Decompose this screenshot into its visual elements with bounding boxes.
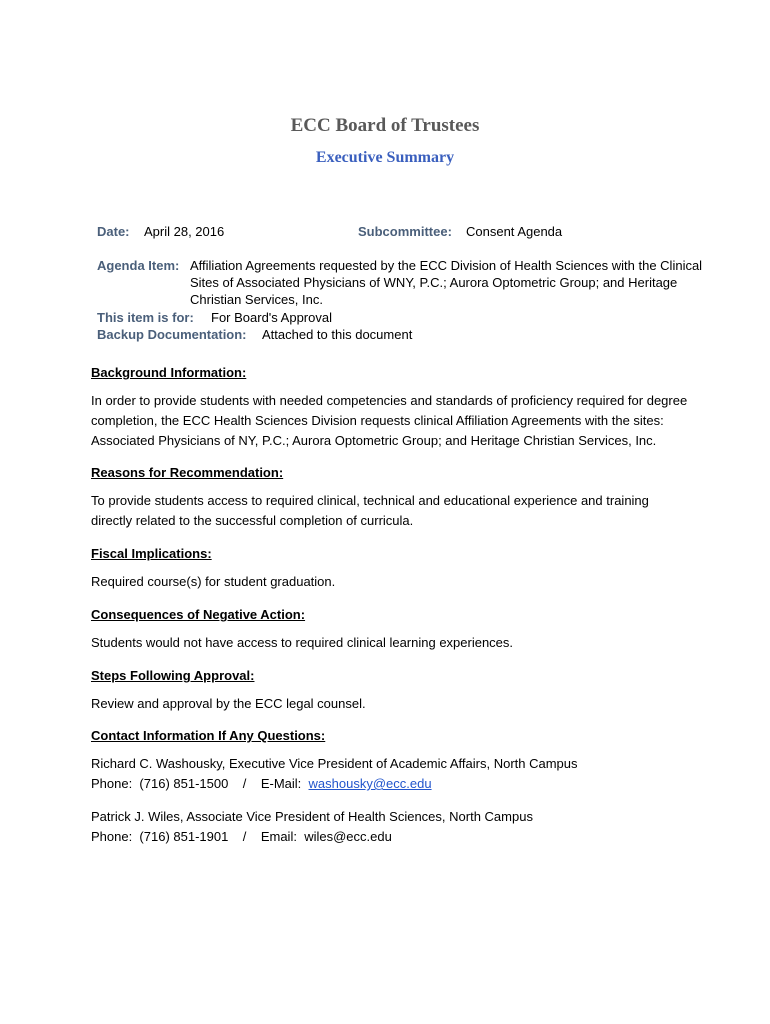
contact-2-phone: Phone: (716) 851-1901 / Email: (91, 829, 305, 844)
contact-1-email-link[interactable]: washousky@ecc.edu (308, 776, 432, 791)
date-label: Date: (97, 224, 130, 239)
contact-1-phone-email (91, 774, 432, 794)
steps-heading: Steps Following Approval: (91, 668, 255, 683)
subcommittee-label: Subcommittee: (358, 224, 452, 239)
contact-1-name: Richard C. Washousky, Executive Vice President of Academic Affairs, North Campus (91, 756, 578, 771)
reasons-body: To provide students access to required clinical, technical and educational experience and training directly related to the successful completion of curricula. (91, 493, 649, 528)
background-body: In order to provide students with needed competencies and standards of proficiency required for degree completion, the ECC Health Sciences Division requests clinical Affiliation Agreements with the sites: Associated Physicians of NY, P.C.; Aurora Optometric Group; and Heritage Christian Services, Inc. (91, 393, 688, 448)
reasons-heading: Reasons for Recommendation: (91, 465, 284, 480)
item-for-value: For Board's Approval (211, 310, 332, 325)
document-subtitle: Executive Summary (315, 149, 455, 166)
fiscal-body: Required course(s) for student graduation. (91, 574, 336, 589)
contact-1-phone: Phone: (716) 851-1500 / E-Mail: (91, 776, 309, 791)
agenda-item-value: Affiliation Agreements requested by the ECC Division of Health Sciences with the Clinical Sites of Associated Physicians of WNY, P.C.; Aurora Optometric Group; and Heritage Christian Services, Inc. (190, 258, 703, 307)
fiscal-heading: Fiscal Implications: (91, 546, 212, 561)
subcommittee-value: Consent Agenda (466, 224, 563, 239)
contact-2-phone-email (91, 827, 392, 847)
contact-2-email: wiles@ecc.edu (304, 829, 392, 844)
consequences-body: Students would not have access to required clinical learning experiences. (91, 635, 514, 650)
steps-body: Review and approval by the ECC legal counsel. (91, 696, 366, 711)
document-title: ECC Board of Trustees (290, 115, 480, 136)
background-heading: Background Information: (91, 365, 247, 380)
backup-documentation-value: Attached to this document (262, 327, 413, 342)
contact-heading: Contact Information If Any Questions: (91, 728, 326, 743)
agenda-item-label: Agenda Item: (97, 258, 180, 273)
contact-2-name: Patrick J. Wiles, Associate Vice President of Health Sciences, North Campus (91, 809, 533, 824)
item-for-label: This item is for: (97, 310, 194, 325)
backup-documentation-label: Backup Documentation: (97, 327, 247, 342)
date-value: April 28, 2016 (144, 224, 225, 239)
consequences-heading: Consequences of Negative Action: (91, 607, 306, 622)
